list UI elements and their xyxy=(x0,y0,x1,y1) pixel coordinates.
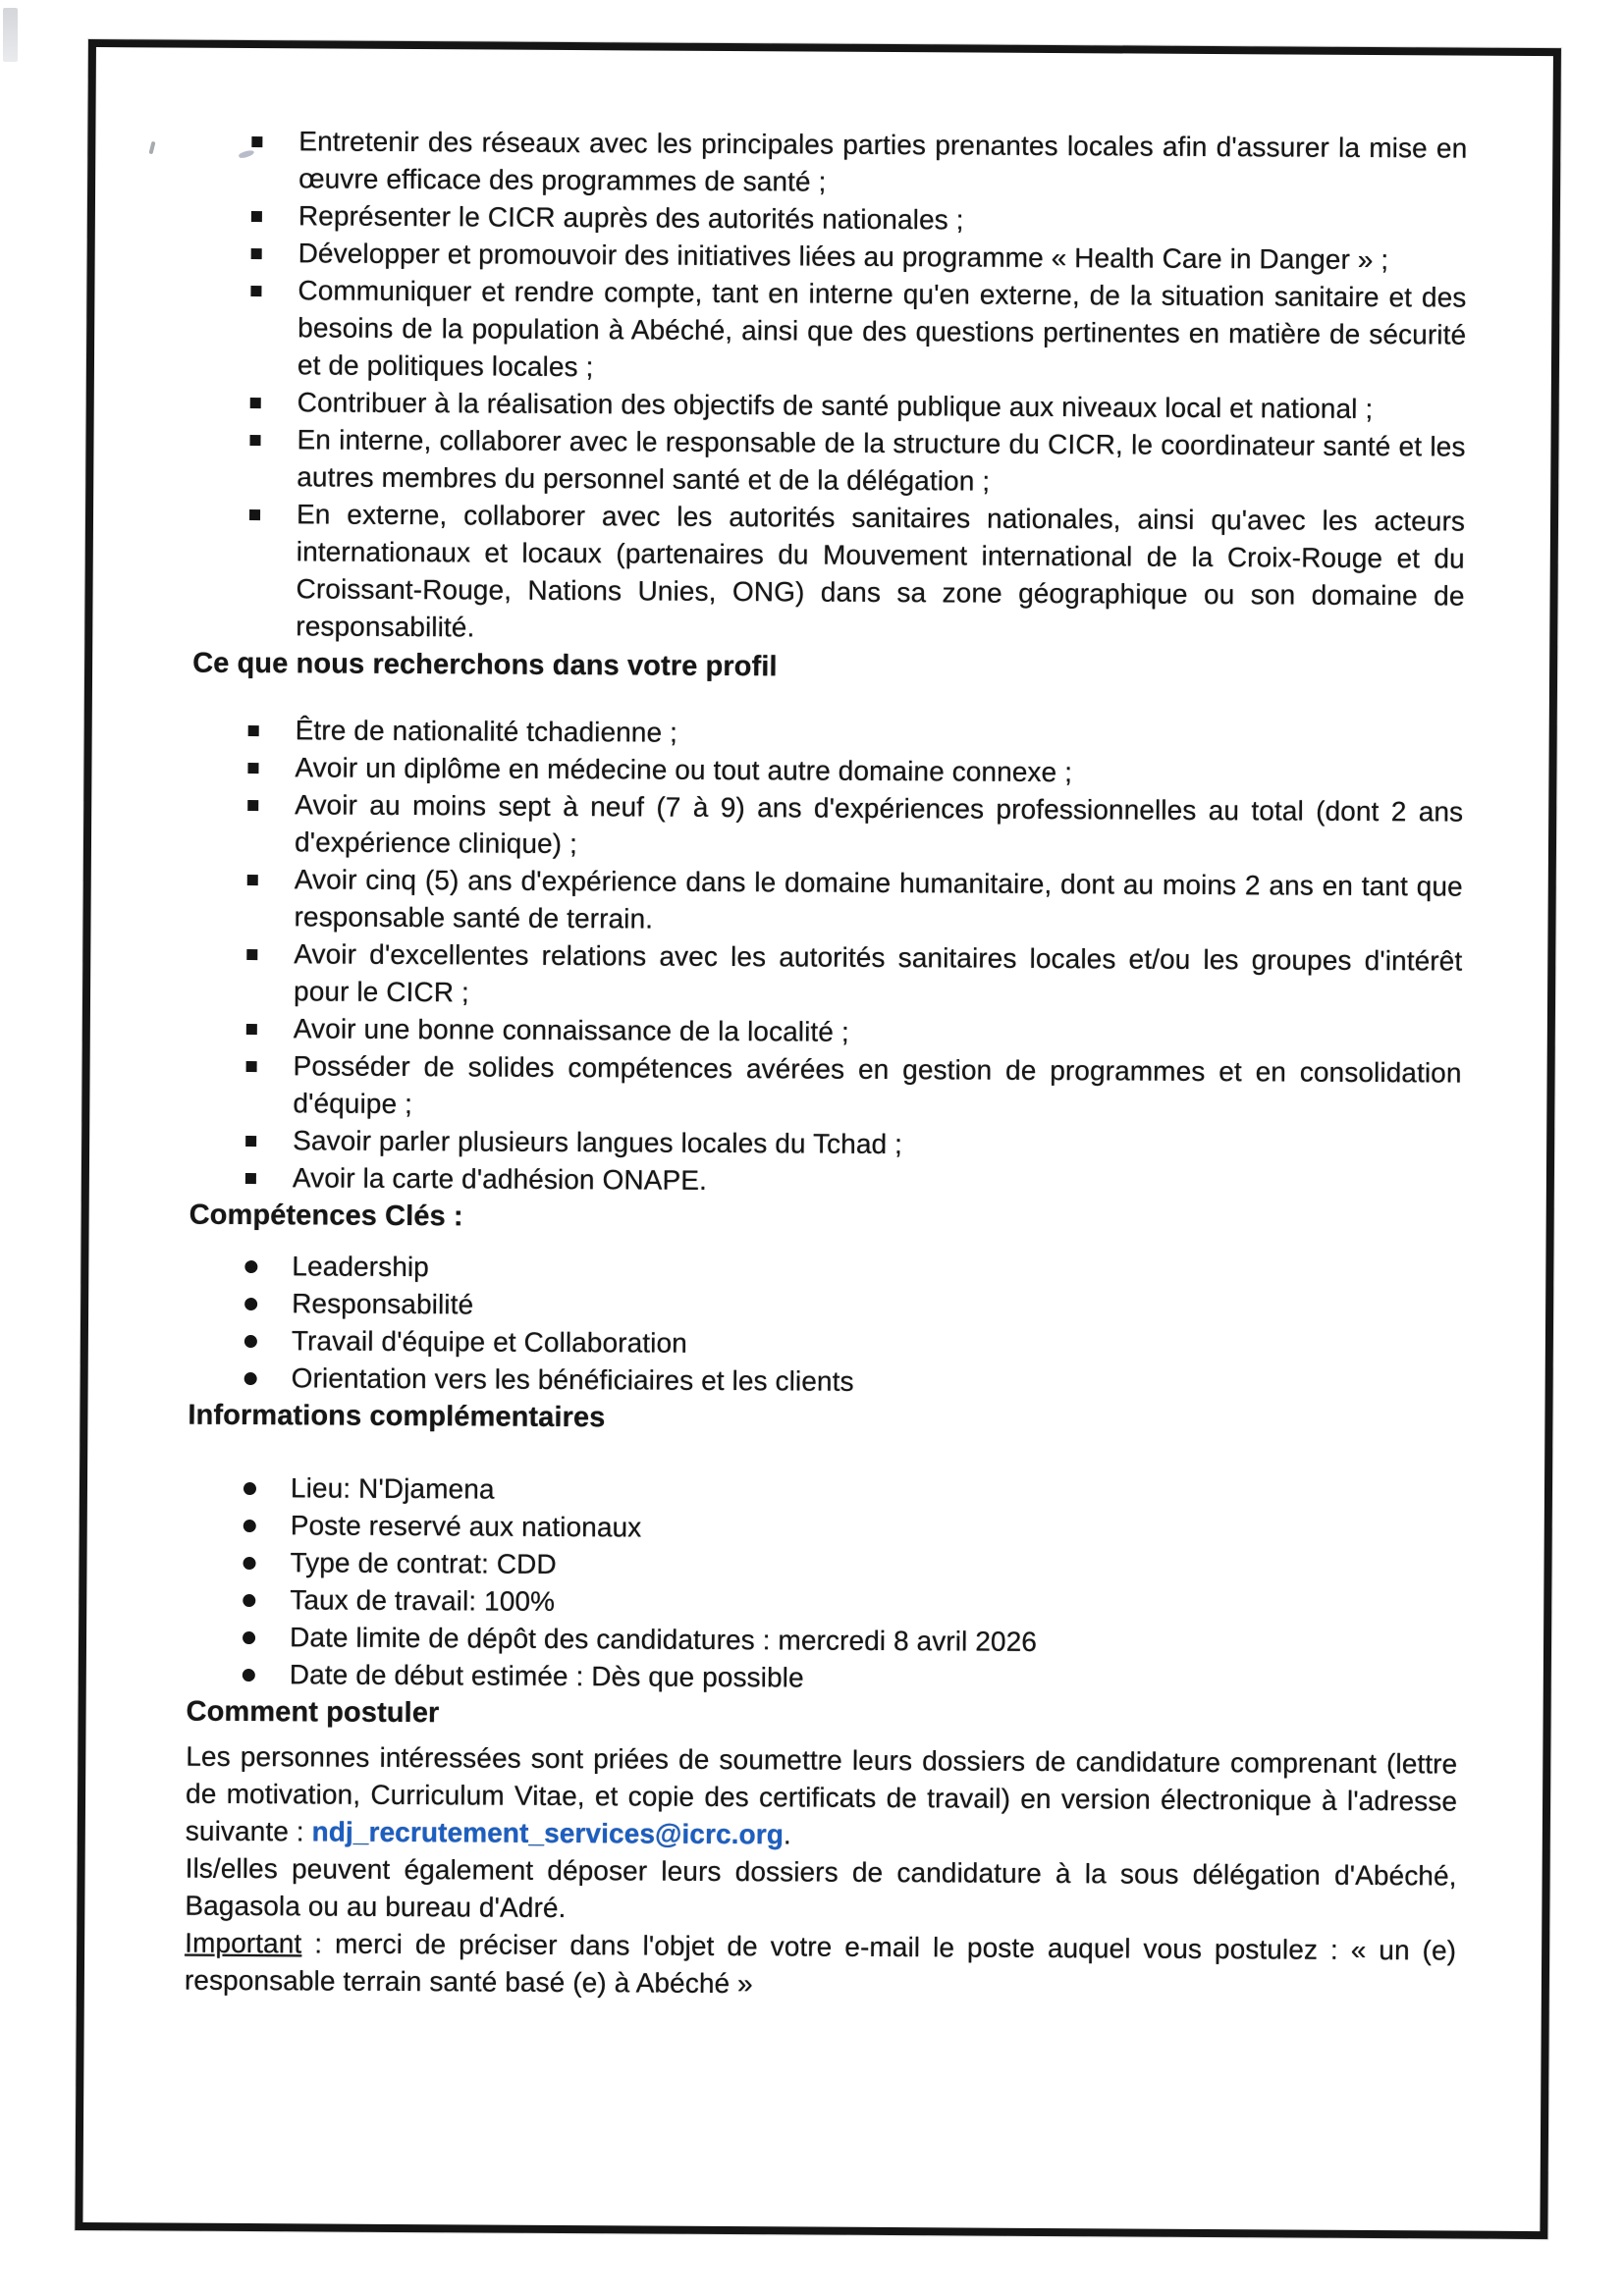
square-bullet-icon xyxy=(246,1061,257,1072)
square-bullet-icon xyxy=(250,398,261,408)
list-item xyxy=(191,786,1463,869)
square-bullet-icon xyxy=(251,136,262,147)
apply-paragraph-3 xyxy=(185,1925,1456,2007)
list-item xyxy=(193,421,1465,504)
section-heading-profile: Ce que nous recherchons dans votre profil xyxy=(192,647,778,683)
apply-paragraph-2: Ils/elles peuvent également déposer leurs dossiers de candidature à la sous délégation d'Abéché, Bagasola ou au bureau d'Adré. xyxy=(185,1852,1457,1924)
round-bullet-icon xyxy=(244,1298,257,1310)
duties-list xyxy=(192,123,1467,653)
list-item-text: En interne, collaborer avec le responsable de la structure du CICR, le coordinateur santé et les autres membres du personnel santé et de la délégation ; xyxy=(297,424,1466,497)
section-heading-infos: Informations complémentaires xyxy=(188,1399,606,1434)
square-bullet-icon xyxy=(247,763,258,774)
section-heading-competences: Compétences Clés : xyxy=(189,1199,463,1233)
apply-paragraph-1 xyxy=(186,1738,1458,1858)
list-item-text: Responsabilité xyxy=(292,1288,474,1320)
list-item-text: Entretenir des réseaux avec les principales parties prenantes locales afin d'assurer la mise en œuvre efficace des programmes de santé ; xyxy=(298,126,1468,197)
list-item xyxy=(194,272,1467,392)
profile-list xyxy=(189,712,1464,1204)
round-bullet-icon xyxy=(243,1669,255,1682)
apply-p3-text: : merci de préciser dans l'objet de votre e-mail le poste auquel vous postulez : « un (e) responsable terrain santé basé (e) à Abéché » xyxy=(184,1928,1457,2000)
round-bullet-icon xyxy=(243,1631,255,1644)
list-item-text: Avoir cinq (5) ans d'expérience dans le domaine humanitaire, dont au moins 2 ans en tant que responsable santé de terrain. xyxy=(294,864,1463,934)
list-item-text: Avoir au moins sept à neuf (7 à 9) ans d'expériences professionnelles au total (dont 2 ans d'expérience clinique) ; xyxy=(294,789,1464,860)
infos-list xyxy=(187,1469,1459,1701)
list-item xyxy=(189,1360,1460,1405)
important-label: Important xyxy=(185,1927,302,1959)
list-item-text: Savoir parler plusieurs langues locales du Tchad ; xyxy=(293,1125,903,1160)
round-bullet-icon xyxy=(244,1482,256,1495)
square-bullet-icon xyxy=(250,286,261,296)
list-item-text: Leadership xyxy=(292,1251,430,1283)
scan-artifact-corner-smudge xyxy=(3,8,18,62)
square-bullet-icon xyxy=(247,875,258,885)
square-bullet-icon xyxy=(249,435,260,446)
round-bullet-icon xyxy=(244,1335,257,1348)
list-item-text: Représenter le CICR auprès des autorités nationales ; xyxy=(298,200,964,236)
list-item-text: Poste reservé aux nationaux xyxy=(290,1510,642,1543)
list-item-text: Lieu: N'Djamena xyxy=(290,1472,495,1505)
list-item xyxy=(195,123,1467,205)
list-item-text: En externe, collaborer avec les autorités sanitaires nationales, ainsi qu'avec les acteurs internationaux et locaux (partenaires du Mouvement international de la Croix-Rouge et du Croissant-Rouge, Nations Unies, ONG) dans sa zone géographique ou son domaine de responsabilité. xyxy=(296,499,1466,643)
document-sheet xyxy=(75,39,1561,2239)
apply-p1-period: . xyxy=(783,1819,791,1850)
list-item-text: Avoir une bonne connaissance de la localité ; xyxy=(293,1013,849,1047)
square-bullet-icon xyxy=(246,1024,257,1035)
competences-list xyxy=(189,1248,1461,1405)
round-bullet-icon xyxy=(243,1557,255,1570)
document-content xyxy=(185,123,1468,2007)
list-item xyxy=(189,1159,1461,1204)
square-bullet-icon xyxy=(248,725,259,736)
list-item-text: Orientation vers les bénéficiaires et les clients xyxy=(291,1362,854,1397)
round-bullet-icon xyxy=(244,1520,256,1532)
round-bullet-icon xyxy=(243,1594,255,1607)
list-item-text: Avoir un diplôme en médecine ou tout autre domaine connexe ; xyxy=(295,752,1073,788)
list-item-text: Être de nationalité tchadienne ; xyxy=(295,715,678,748)
square-bullet-icon xyxy=(251,248,262,259)
list-item-text: Travail d'équipe et Collaboration xyxy=(291,1325,687,1359)
round-bullet-icon xyxy=(244,1260,257,1273)
apply-paragraphs xyxy=(185,1738,1458,2007)
square-bullet-icon xyxy=(247,800,258,811)
list-item-text: Taux de travail: 100% xyxy=(290,1584,556,1617)
list-item xyxy=(190,861,1462,943)
square-bullet-icon xyxy=(245,1136,256,1147)
list-item xyxy=(190,935,1462,1018)
list-item-text: Posséder de solides compétences avérées en gestion de programmes et en consolidation d'équipe ; xyxy=(293,1050,1462,1120)
list-item-text: Communiquer et rendre compte, tant en interne qu'en externe, de la situation sanitaire et des besoins de la population à Abéché, ainsi que des questions pertinentes en matière de sécurité et de politiques locales ; xyxy=(297,275,1467,383)
list-item-text: Avoir la carte d'adhésion ONAPE. xyxy=(292,1162,708,1196)
apply-p1-text: Les personnes intéressées sont priées de soumettre leurs dossiers de candidature comprenant (lettre de motivation, Curriculum Vitae, et copie des certificats de travail) en version électronique à l'adresse suivante : xyxy=(185,1740,1458,1847)
list-item-text: Développer et promouvoir des initiatives liées au programme « Health Care in Danger » ; xyxy=(298,238,1389,276)
list-item-text: Contribuer à la réalisation des objectifs de santé publique aux niveaux local et national ; xyxy=(297,387,1374,424)
square-bullet-icon xyxy=(249,509,260,520)
square-bullet-icon xyxy=(245,1173,256,1184)
list-item-text: Date de début estimée : Dès que possible xyxy=(289,1659,804,1693)
list-item-text: Avoir d'excellentes relations avec les autorités sanitaires locales et/ou les groupes d'intérêt pour le CICR ; xyxy=(293,938,1463,1008)
list-item-text: Date limite de dépôt des candidatures : mercredi 8 avril 2026 xyxy=(289,1622,1038,1657)
list-item xyxy=(192,496,1465,653)
email-link[interactable]: ndj_recrutement_services@icrc.org xyxy=(311,1816,785,1850)
section-heading-apply: Comment postuler xyxy=(186,1695,440,1730)
round-bullet-icon xyxy=(244,1372,257,1385)
list-item-text: Type de contrat: CDD xyxy=(290,1547,557,1579)
square-bullet-icon xyxy=(246,949,257,960)
list-item xyxy=(189,1047,1461,1130)
list-item xyxy=(187,1656,1458,1701)
square-bullet-icon xyxy=(251,211,262,222)
